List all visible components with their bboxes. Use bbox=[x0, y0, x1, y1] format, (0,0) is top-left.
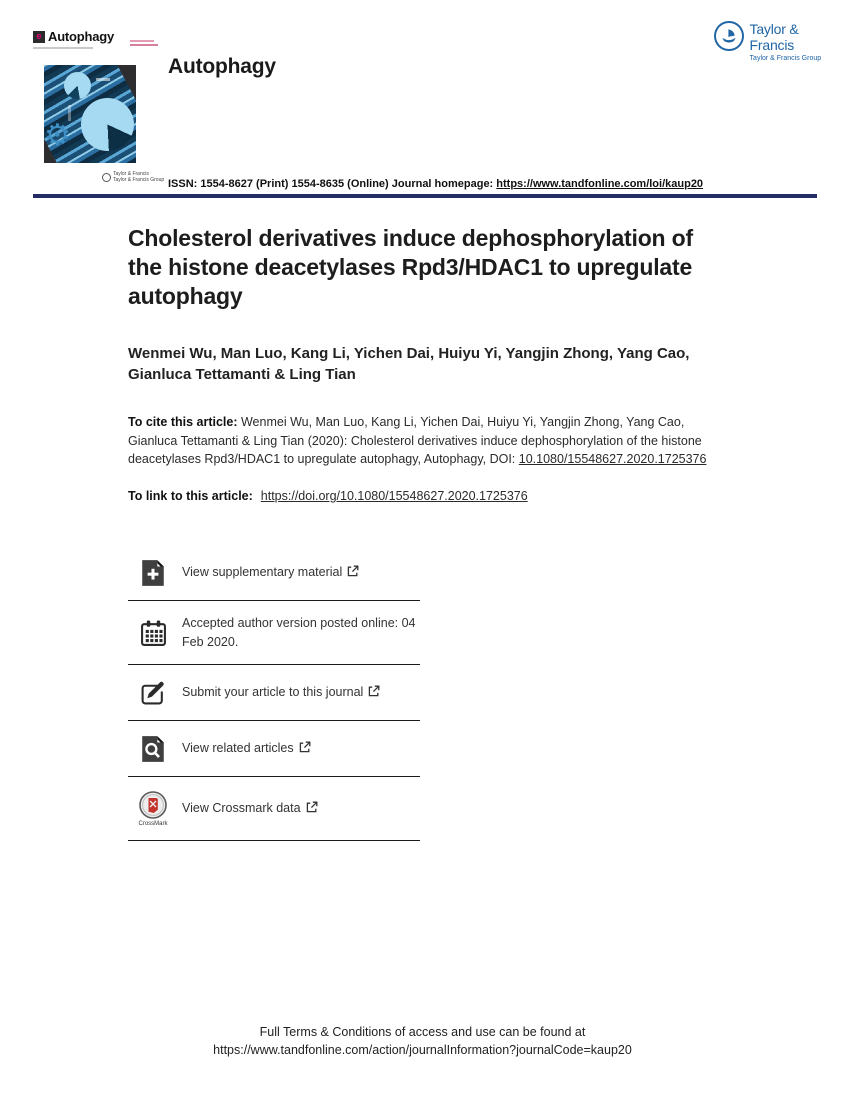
calendar-icon bbox=[138, 619, 168, 647]
action-list bbox=[128, 545, 420, 841]
cite-label: To cite this article: bbox=[128, 415, 238, 429]
journal-mini-logo-text: Autophagy bbox=[48, 29, 115, 44]
issn-text: ISSN: 1554-8627 (Print) 1554-8635 (Online) Journal homepage: bbox=[168, 178, 497, 190]
footer-terms-url[interactable]: https://www.tandfonline.com/action/journalInformation?journalCode=kaup20 bbox=[213, 1043, 632, 1058]
submit-icon bbox=[138, 679, 168, 706]
journal-mini-logo bbox=[33, 29, 114, 44]
journal-homepage-link[interactable]: https://www.tandfonline.com/loi/kaup20 bbox=[496, 178, 704, 190]
crossmark-row[interactable] bbox=[128, 777, 420, 841]
submit-article-row[interactable] bbox=[128, 665, 420, 721]
doi-link[interactable]: 10.1080/15548627.2020.1725376 bbox=[518, 452, 707, 466]
crossmark-icon bbox=[138, 790, 168, 827]
journal-title: Autophagy bbox=[168, 55, 276, 78]
article-authors: Wenmei Wu, Man Luo, Kang Li, Yichen Dai, Huiyu Yi, Yangjin Zhong, Yang Cao, Gianluca Tettamanti & Ling Tian bbox=[128, 345, 690, 383]
accepted-version-row bbox=[128, 601, 420, 665]
link-label: To link to this article: bbox=[128, 489, 253, 503]
article-title: Cholesterol derivatives induce dephosphorylation of the histone deacetylases Rpd3/HDAC1 to upregulate autophagy bbox=[128, 225, 693, 309]
cover-circle-small bbox=[64, 72, 91, 99]
publisher-logo[interactable] bbox=[714, 21, 845, 62]
footer-terms bbox=[0, 1023, 845, 1059]
external-link-icon bbox=[306, 800, 318, 818]
supplementary-icon bbox=[138, 559, 168, 587]
publisher-ship-icon bbox=[714, 21, 744, 51]
action-label: View Crossmark data bbox=[182, 801, 301, 815]
publisher-group: Taylor & Francis Group bbox=[749, 55, 822, 62]
action-label: View related articles bbox=[182, 741, 294, 755]
publisher-name: Taylor & Francis bbox=[749, 21, 799, 53]
related-articles-icon bbox=[138, 735, 168, 763]
cover-circle-big bbox=[81, 98, 134, 151]
journal-cover-image bbox=[44, 65, 136, 163]
tiny-publisher-mark: Taylor & Francis Taylor & Francis Group bbox=[102, 172, 164, 183]
external-link-icon bbox=[299, 740, 311, 758]
article-url-link[interactable]: https://doi.org/10.1080/15548627.2020.1725376 bbox=[260, 489, 528, 503]
masthead-pink-fineprint bbox=[130, 40, 158, 46]
link-to-article bbox=[128, 489, 528, 503]
issn-line bbox=[168, 178, 703, 190]
citation-block bbox=[128, 413, 736, 469]
journal-mini-logo-icon: e bbox=[33, 31, 45, 43]
action-label: Submit your article to this journal bbox=[182, 685, 364, 699]
masthead-fineprint bbox=[33, 47, 93, 49]
cite-text: Wenmei Wu, Man Luo, Kang Li, Yichen Dai, Huiyu Yi, Yangjin Zhong, Yang Cao, Gianluca Tettamanti & Ling Tian (2020): Cholesterol derivatives induce dephosphorylation of the histone deacetylases Rpd3/HDAC1 to upregulate autophagy, Autophagy, DOI: bbox=[128, 415, 702, 466]
crossmark-caption: CrossMark bbox=[138, 821, 168, 827]
footer-line1: Full Terms & Conditions of access and use can be found at bbox=[259, 1025, 586, 1039]
related-articles-row[interactable] bbox=[128, 721, 420, 777]
external-link-icon bbox=[347, 564, 359, 582]
action-label: Accepted author version posted online: 04 Feb 2020. bbox=[182, 616, 416, 649]
tiny-publisher-ship-icon bbox=[102, 173, 111, 182]
header-divider bbox=[33, 194, 817, 198]
external-link-icon bbox=[368, 684, 380, 702]
action-label: View supplementary material bbox=[182, 565, 343, 579]
cover-gear-icon: ⚙ bbox=[44, 118, 71, 153]
supplementary-material-row[interactable] bbox=[128, 545, 420, 601]
